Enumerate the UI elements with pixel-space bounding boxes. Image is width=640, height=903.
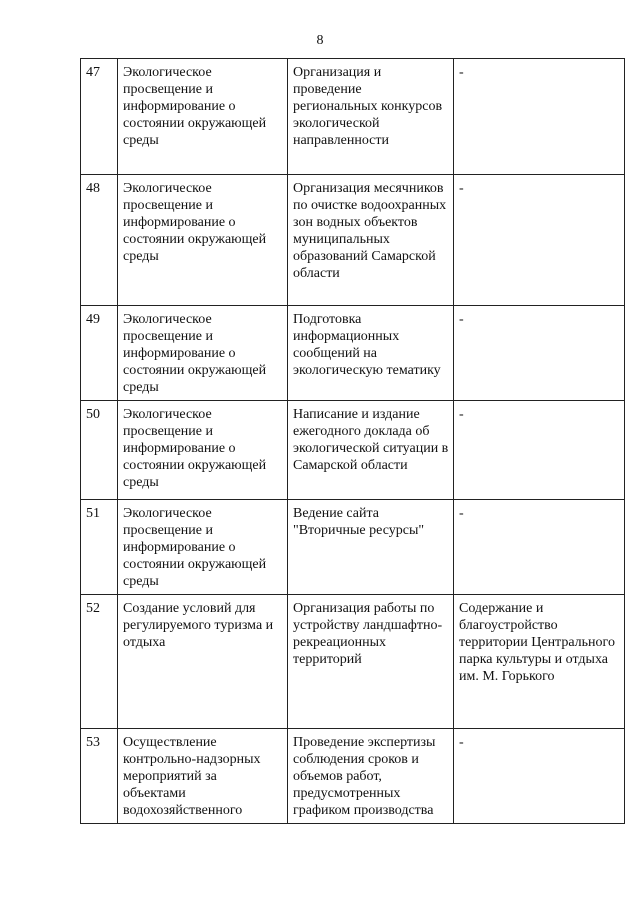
table-row xyxy=(81,175,625,306)
table-row xyxy=(81,401,625,500)
row-number: 49 xyxy=(81,306,118,401)
table-row xyxy=(81,729,625,824)
direction-cell: Экологическое просвещение и информирование о состоянии окружающей среды xyxy=(118,59,288,175)
table-row xyxy=(81,59,625,175)
activity-cell: Написание и издание ежегодного доклада об экологической ситуации в Самарской области xyxy=(288,401,454,500)
object-cell: - xyxy=(454,401,625,500)
row-number: 52 xyxy=(81,595,118,729)
activity-cell: Проведение экспертизы соблюдения сроков и объемов работ, предусмотренных графиком производства xyxy=(288,729,454,824)
row-number: 51 xyxy=(81,500,118,595)
table-row xyxy=(81,595,625,729)
direction-cell: Экологическое просвещение и информирование о состоянии окружающей среды xyxy=(118,175,288,306)
direction-cell: Экологическое просвещение и информирование о состоянии окружающей среды xyxy=(118,401,288,500)
object-cell: - xyxy=(454,175,625,306)
activity-cell: Организация месячников по очистке водоохранных зон водных объектов муниципальных образований Самарской области xyxy=(288,175,454,306)
page-number: 8 xyxy=(316,33,324,48)
object-cell: - xyxy=(454,306,625,401)
object-cell: - xyxy=(454,729,625,824)
direction-cell: Экологическое просвещение и информирование о состоянии окружающей среды xyxy=(118,306,288,401)
direction-cell: Экологическое просвещение и информирование о состоянии окружающей среды xyxy=(118,500,288,595)
activity-cell: Ведение сайта "Вторичные ресурсы" xyxy=(288,500,454,595)
row-number: 47 xyxy=(81,59,118,175)
row-number: 48 xyxy=(81,175,118,306)
object-cell: - xyxy=(454,500,625,595)
row-number: 53 xyxy=(81,729,118,824)
object-cell: - xyxy=(454,59,625,175)
activity-cell: Организация работы по устройству ландшафтно-рекреационных территорий xyxy=(288,595,454,729)
activity-cell: Подготовка информационных сообщений на экологическую тематику xyxy=(288,306,454,401)
activity-cell: Организация и проведение региональных конкурсов экологической направленности xyxy=(288,59,454,175)
direction-cell: Создание условий для регулируемого туризма и отдыха xyxy=(118,595,288,729)
row-number: 50 xyxy=(81,401,118,500)
direction-cell: Осуществление контрольно-надзорных мероприятий за объектами водохозяйственного xyxy=(118,729,288,824)
measures-table xyxy=(80,58,625,824)
table-row xyxy=(81,500,625,595)
object-cell: Содержание и благоустройство территории Центрального парка культуры и отдыха им. М. Горького xyxy=(454,595,625,729)
table-row xyxy=(81,306,625,401)
